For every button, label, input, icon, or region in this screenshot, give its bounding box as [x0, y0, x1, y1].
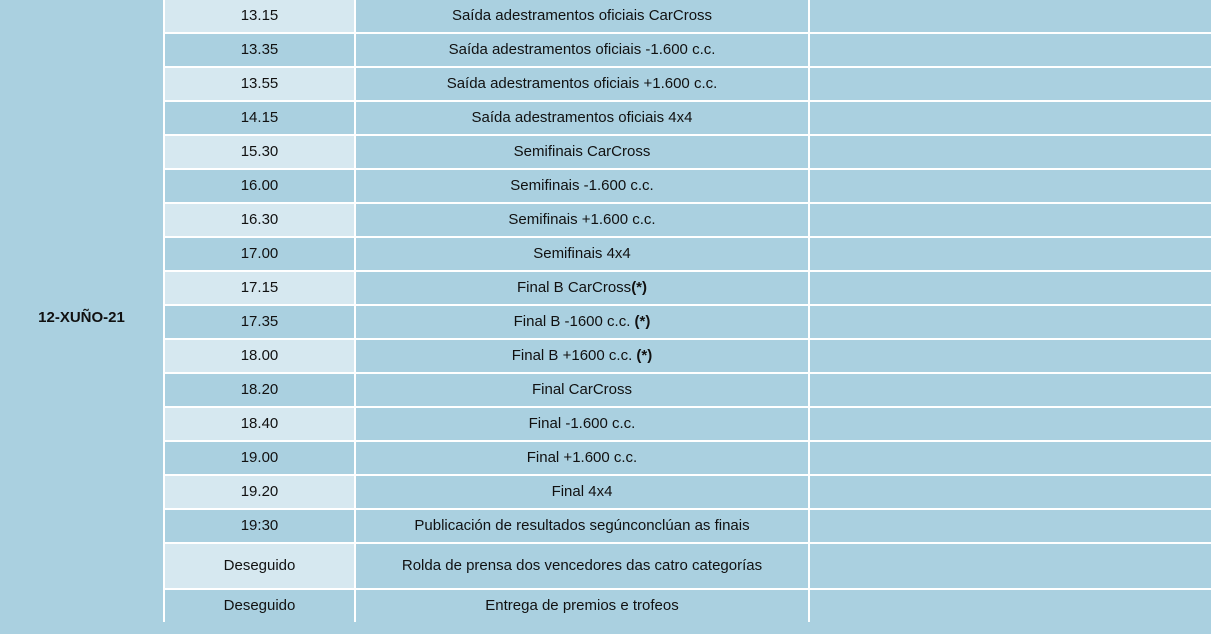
event-text: Final B -1600 c.c. [513, 313, 635, 330]
time-cell: 16.30 [163, 204, 356, 236]
table-row [163, 170, 1211, 204]
event-cell [356, 68, 810, 100]
blank-cell [810, 510, 1211, 542]
event-cell [356, 306, 810, 338]
blank-cell [810, 238, 1211, 270]
blank-cell [810, 340, 1211, 372]
time-cell: 13.55 [163, 68, 356, 100]
table-row [163, 136, 1211, 170]
blank-cell [810, 544, 1211, 588]
event-cell [356, 170, 810, 202]
event-text: Semifinais +1.600 c.c. [508, 211, 656, 228]
event-text: Entrega de premios e trofeos [485, 597, 679, 614]
event-text: Final +1.600 c.c. [526, 449, 638, 466]
event-text: Final -1.600 c.c. [528, 415, 636, 432]
table-row [163, 238, 1211, 272]
event-note: (*) [636, 347, 653, 364]
blank-cell [810, 34, 1211, 66]
blank-cell [810, 272, 1211, 304]
event-text: Rolda de prensa dos vencedores das catro categorías [401, 557, 763, 574]
event-text: Saída adestramentos oficiais -1.600 c.c. [448, 41, 716, 58]
event-cell [356, 544, 810, 588]
time-cell: 18.20 [163, 374, 356, 406]
time-cell: 13.35 [163, 34, 356, 66]
event-cell [356, 34, 810, 66]
event-note: (*) [634, 313, 651, 330]
event-text: Semifinais 4x4 [533, 245, 631, 262]
event-text: Saída adestramentos oficiais +1.600 c.c. [446, 75, 718, 92]
blank-cell [810, 204, 1211, 236]
event-cell [356, 136, 810, 168]
table-row [163, 374, 1211, 408]
table-row [163, 272, 1211, 306]
blank-cell [810, 442, 1211, 474]
time-cell: 18.00 [163, 340, 356, 372]
event-cell [356, 408, 810, 440]
event-cell [356, 442, 810, 474]
time-cell: 14.15 [163, 102, 356, 134]
event-cell [356, 0, 810, 32]
time-cell: 17.35 [163, 306, 356, 338]
event-text: Saída adestramentos oficiais 4x4 [471, 109, 693, 126]
blank-cell [810, 68, 1211, 100]
event-text: Final B CarCross [516, 279, 632, 296]
event-cell [356, 510, 810, 542]
table-row [163, 340, 1211, 374]
event-cell [356, 374, 810, 406]
time-cell: 19.20 [163, 476, 356, 508]
time-cell: Deseguido [163, 544, 356, 588]
event-cell [356, 238, 810, 270]
table-row [163, 510, 1211, 544]
blank-cell [810, 170, 1211, 202]
event-cell [356, 272, 810, 304]
table-row [163, 68, 1211, 102]
event-text: Semifinais CarCross [513, 143, 651, 160]
blank-cell [810, 408, 1211, 440]
event-text: Saída adestramentos oficiais CarCross [451, 7, 713, 24]
blank-cell [810, 102, 1211, 134]
event-cell [356, 590, 810, 622]
time-cell: 17.00 [163, 238, 356, 270]
event-note: (*) [631, 279, 648, 296]
time-cell: 16.00 [163, 170, 356, 202]
table-row [163, 408, 1211, 442]
time-cell: Deseguido [163, 590, 356, 622]
schedule-table [163, 0, 1211, 622]
event-text: Final 4x4 [551, 483, 613, 500]
blank-cell [810, 374, 1211, 406]
table-row [163, 0, 1211, 34]
table-row [163, 442, 1211, 476]
time-cell: 13.15 [163, 0, 356, 32]
time-cell: 18.40 [163, 408, 356, 440]
time-cell: 19.00 [163, 442, 356, 474]
time-cell: 19:30 [163, 510, 356, 542]
table-row [163, 476, 1211, 510]
blank-cell [810, 476, 1211, 508]
table-row [163, 34, 1211, 68]
blank-cell [810, 136, 1211, 168]
table-row [163, 590, 1211, 622]
table-row [163, 306, 1211, 340]
time-cell: 15.30 [163, 136, 356, 168]
event-text: Semifinais -1.600 c.c. [510, 177, 654, 194]
event-text: Final B +1600 c.c. [511, 347, 637, 364]
date-label: 12-XUÑO-21 [38, 308, 125, 326]
blank-cell [810, 590, 1211, 622]
blank-cell [810, 306, 1211, 338]
event-cell [356, 102, 810, 134]
time-cell: 17.15 [163, 272, 356, 304]
event-cell [356, 340, 810, 372]
table-row [163, 102, 1211, 136]
event-text: Publicación de resultados segúnconclúan as finais [414, 517, 750, 534]
blank-cell [810, 0, 1211, 32]
table-row [163, 544, 1211, 590]
event-cell [356, 476, 810, 508]
event-cell [356, 204, 810, 236]
table-row [163, 204, 1211, 238]
event-text: Final CarCross [531, 381, 633, 398]
